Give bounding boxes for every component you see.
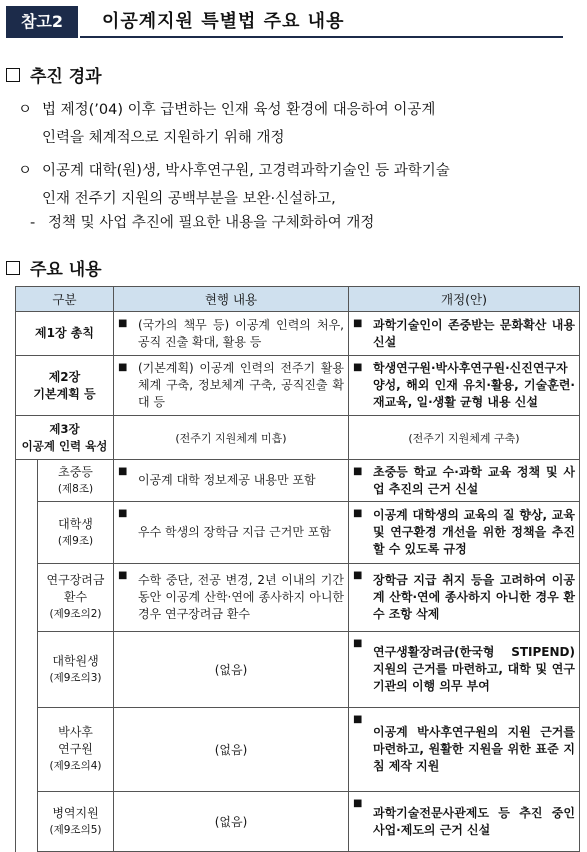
bullet-line: 법 제정(’04) 이후 급변하는 인재 육성 환경에 대응하여 이공계: [42, 102, 436, 118]
current-cell: [114, 312, 349, 356]
cell-text: 수학 중단, 전공 변경, 2년 이내의 기간 동안 이공계 산학·연에 종사하지 아니한 경우 연구장려금 환수: [138, 573, 344, 621]
current-cell: (없음): [114, 632, 349, 708]
table-subrow: [16, 632, 580, 708]
bullet-line: 이공계 대학(원)생, 박사후연구원, 고경력과학기술인 등 과학기술: [42, 163, 450, 179]
subrow-label: [38, 708, 114, 792]
document-header: [6, 6, 569, 38]
label-line: 환수: [63, 590, 88, 604]
article-ref: (제9조의2): [49, 608, 102, 620]
bullet-line: 인력을 체계적으로 지원하기 위해 개정: [42, 130, 285, 146]
current-cell: [114, 564, 349, 632]
dash-text: 정책 및 사업 추진에 필요한 내용을 구체화하여 개정: [48, 215, 375, 231]
article-ref: (제9조의5): [49, 823, 102, 836]
table-row: [16, 356, 580, 416]
label-line: 대학원생: [52, 653, 99, 668]
checkbox-square-icon: [6, 68, 20, 82]
progress-bullet-1: [18, 96, 576, 152]
section-title: 추진 경과: [30, 67, 102, 87]
title-underline: [80, 36, 563, 38]
table-subrow: [16, 708, 580, 792]
section-heading-progress: [6, 62, 102, 87]
square-bullet-icon: ■: [353, 508, 363, 519]
cell-text: 초중등 학교 수·과학 교육 정책 및 사업 추진의 근거 신설: [373, 464, 575, 496]
article-ref: (제9조): [57, 534, 94, 547]
square-bullet-icon: ■: [353, 638, 363, 649]
cell-text: (국가의 책무 등) 이공계 인력의 처우, 공직 진출 확대, 활용 등: [138, 317, 344, 349]
cell-text: 과학기술인이 존중받는 문화확산 내용 신설: [373, 317, 575, 349]
row-label: [16, 356, 114, 416]
header-category: 구분: [16, 287, 114, 312]
indent-spacer: [16, 460, 38, 852]
label-line: 제3장: [49, 421, 80, 436]
square-bullet-icon: ■: [353, 798, 363, 809]
label-line: 초중등: [58, 464, 93, 479]
subrow-label: [38, 460, 114, 502]
label-line: 기본계획 등: [33, 386, 96, 401]
cell-text: 학생연구원·박사후연구원·신진연구자 양성, 해외 인재 유치·활용, 기술훈련·재교육, 일·생활 균형 내용 신설: [373, 361, 575, 409]
square-bullet-icon: ■: [118, 508, 128, 519]
current-cell: [114, 502, 349, 564]
circle-bullet-icon: ㅇ: [18, 163, 33, 179]
revised-cell: [349, 564, 580, 632]
label-line: 대학생: [58, 516, 93, 531]
revised-cell: [349, 502, 580, 564]
square-bullet-icon: ■: [353, 362, 363, 373]
progress-bullet-2: [18, 157, 576, 213]
progress-dash-item: [30, 209, 576, 237]
current-cell: (전주기 지원체계 미흡): [114, 416, 349, 460]
reference-badge: 참고2: [6, 6, 78, 38]
cell-text: (기본계획) 이공계 인력의 전주기 활용체계 구축, 정보체계 구축, 공직진출 확대 등: [138, 361, 344, 409]
cell-text: 장학금 지급 취지 등을 고려하여 이공계 산학·연에 종사하지 아니한 경우 환수 조항 삭제: [373, 573, 575, 621]
revised-cell: [349, 708, 580, 792]
square-bullet-icon: ■: [118, 362, 128, 373]
cell-text: 이공계 박사후연구원의 지원 근거를 마련하고, 원활한 지원을 위한 표준 지침 제작 지원: [373, 725, 575, 773]
row-label: 제1장 총칙: [16, 312, 114, 356]
document-title: 이공계지원 특별법 주요 내용: [102, 11, 345, 32]
article-ref: (제9조의3): [49, 671, 102, 684]
label-line: 병역지원: [52, 805, 99, 820]
checkbox-square-icon: [6, 261, 20, 275]
square-bullet-icon: ■: [353, 570, 363, 581]
section-heading-contents: [6, 255, 102, 280]
label-line: 제2장: [48, 369, 81, 384]
label-line: 연구원: [58, 742, 93, 756]
table-row: [16, 416, 580, 460]
section-title: 주요 내용: [30, 260, 102, 280]
row-label: [16, 416, 114, 460]
subrow-label: [38, 564, 114, 632]
cell-text: 이공계 대학생의 교육의 질 향상, 교육 및 연구환경 개선을 위한 정책을 추진할 수 있도록 규정: [373, 508, 575, 556]
revised-cell: [349, 356, 580, 416]
subrow-label: [38, 502, 114, 564]
table-header-row: [16, 287, 580, 312]
header-current: 현행 내용: [114, 287, 349, 312]
table-subrow: [16, 792, 580, 852]
table-row: [16, 312, 580, 356]
square-bullet-icon: ■: [118, 466, 128, 477]
square-bullet-icon: ■: [353, 466, 363, 477]
current-cell: (없음): [114, 792, 349, 852]
square-bullet-icon: ■: [118, 318, 128, 329]
label-line: 박사후: [58, 725, 93, 739]
table-subrow: [16, 502, 580, 564]
current-cell: [114, 460, 349, 502]
cell-text: 연구생활장려금(한국형 STIPEND) 지원의 근거를 마련하고, 대학 및 연구기관의 이행 의무 부여: [373, 645, 575, 693]
current-cell: [114, 356, 349, 416]
revised-cell: (전주기 지원체계 구축): [349, 416, 580, 460]
circle-bullet-icon: ㅇ: [18, 102, 33, 118]
article-ref: (제8조): [57, 482, 94, 495]
article-ref: (제9조의4): [49, 760, 102, 772]
subrow-label: [38, 792, 114, 852]
subrow-label: [38, 632, 114, 708]
header-revised: 개정(안): [349, 287, 580, 312]
comparison-table: [15, 286, 580, 852]
table-subrow: [16, 460, 580, 502]
cell-text: 우수 학생의 장학금 지급 근거만 포함: [138, 525, 331, 539]
cell-text: 과학기술전문사관제도 등 추진 중인 사업·제도의 근거 신설: [373, 805, 575, 837]
revised-cell: [349, 312, 580, 356]
label-line: 이공계 인력 육성: [21, 438, 108, 453]
table-subrow: [16, 564, 580, 632]
bullet-line: 인재 전주기 지원의 공백부분을 보완·신설하고,: [42, 191, 336, 207]
revised-cell: [349, 792, 580, 852]
revised-cell: [349, 632, 580, 708]
dash-bullet-icon: -: [30, 215, 36, 231]
square-bullet-icon: ■: [353, 318, 363, 329]
label-line: 연구장려금: [46, 573, 105, 587]
cell-text: 이공계 대학 정보제공 내용만 포함: [138, 473, 316, 487]
square-bullet-icon: ■: [353, 714, 363, 725]
current-cell: (없음): [114, 708, 349, 792]
square-bullet-icon: ■: [118, 570, 128, 581]
revised-cell: [349, 460, 580, 502]
